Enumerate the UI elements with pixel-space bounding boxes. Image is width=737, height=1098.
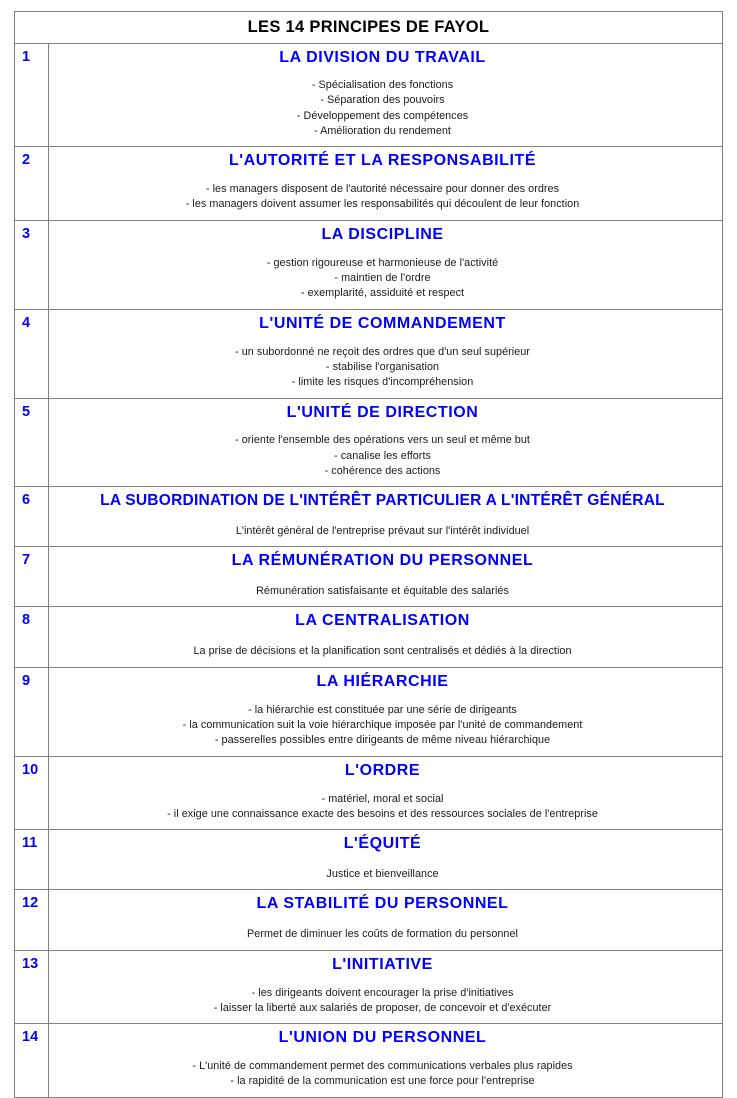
principle-title: L'UNITÉ DE COMMANDEMENT	[259, 314, 506, 332]
principle-row	[15, 950, 723, 1024]
document-title-row	[15, 12, 723, 44]
principle-content-cell	[49, 890, 723, 950]
principle-detail-item: - les managers disposent de l'autorité nécessaire pour donner des ordres	[205, 183, 560, 196]
principle-detail-list	[49, 182, 716, 213]
principle-number-cell	[15, 44, 49, 147]
principle-detail-list	[49, 524, 716, 539]
principle-title: L'ORDRE	[344, 761, 421, 779]
principle-number-cell	[15, 487, 49, 547]
principle-detail-item: - il exige une connaissance exacte des besoins et des ressources sociales de l'entreprise	[167, 807, 598, 820]
principle-content-cell	[49, 398, 723, 487]
principle-title: LA SUBORDINATION DE L'INTÉRÊT PARTICULIER A L'INTÉRÊT GÉNÉRAL	[100, 492, 665, 510]
principle-detail-list	[49, 986, 716, 1017]
principle-detail-list	[49, 703, 716, 749]
principle-row	[15, 309, 723, 398]
principle-number-cell	[15, 950, 49, 1024]
principle-number-cell	[15, 1024, 49, 1098]
principle-title: LA STABILITÉ DU PERSONNEL	[256, 895, 509, 913]
principle-title: LA HIÉRARCHIE	[316, 672, 449, 690]
principle-row	[15, 487, 723, 547]
principle-number-cell	[15, 398, 49, 487]
principle-number: 12	[22, 895, 39, 912]
principle-number: 14	[22, 1029, 39, 1046]
principle-row	[15, 147, 723, 221]
principle-detail-item: - Spécialisation des fonctions	[311, 78, 454, 91]
principle-number-cell	[15, 830, 49, 890]
principle-number-cell	[15, 220, 49, 309]
principle-content-cell	[49, 547, 723, 607]
principle-detail-item: - stabilise l'organisation	[325, 360, 440, 373]
principle-number: 9	[22, 672, 31, 689]
principle-detail-list	[49, 345, 716, 391]
principle-detail-list	[49, 78, 716, 139]
principle-title: L'INITIATIVE	[332, 955, 433, 973]
principle-detail-item: Justice et bienveillance	[326, 868, 439, 881]
principle-title: LA DISCIPLINE	[321, 225, 444, 243]
principle-row	[15, 830, 723, 890]
principle-detail-item: - la rapidité de la communication est une force pour l'entreprise	[230, 1075, 535, 1088]
principle-row	[15, 44, 723, 147]
principle-detail-item: - les dirigeants doivent encourager la prise d'initiatives	[251, 986, 514, 999]
principle-title: L'UNITÉ DE DIRECTION	[286, 403, 479, 421]
principle-detail-item: La prise de décisions et la planification sont centralisés et dédiés à la direction	[193, 645, 572, 658]
principle-detail-item: L'intérêt général de l'entreprise prévaut sur l'intérêt individuel	[235, 524, 530, 537]
principle-content-cell	[49, 830, 723, 890]
principle-number-cell	[15, 547, 49, 607]
principle-title: L'ÉQUITÉ	[343, 835, 422, 853]
principle-detail-item: - matériel, moral et social	[321, 792, 444, 805]
document-title-cell	[15, 12, 723, 44]
principle-detail-list	[49, 644, 716, 659]
principle-detail-item: - Développement des compétences	[296, 109, 469, 122]
principle-detail-list	[49, 584, 716, 599]
principle-detail-item: - L'unité de commandement permet des communications verbales plus rapides	[192, 1060, 573, 1073]
principle-number-cell	[15, 756, 49, 830]
principle-detail-item: - maintien de l'ordre	[334, 272, 431, 285]
principle-content-cell	[49, 487, 723, 547]
principle-detail-item: - la communication suit la voie hiérarchique imposée par l'unité de commandement	[182, 718, 583, 731]
principle-number-cell	[15, 147, 49, 221]
principle-number: 6	[22, 492, 31, 509]
principle-row	[15, 1024, 723, 1098]
principle-content-cell	[49, 756, 723, 830]
principle-row	[15, 547, 723, 607]
principle-row	[15, 890, 723, 950]
fayol-principles-table	[14, 11, 723, 1098]
page-title: LES 14 PRINCIPES DE FAYOL	[247, 18, 490, 36]
principle-detail-list	[49, 433, 716, 479]
principle-content-cell	[49, 607, 723, 667]
principle-detail-list	[49, 867, 716, 882]
principle-detail-item: Rémunération satisfaisante et équitable des salariés	[256, 585, 509, 598]
principle-number: 2	[22, 152, 31, 169]
principle-detail-item: - passerelles possibles entre dirigeants de même niveau hiérarchique	[214, 734, 551, 747]
principle-number-cell	[15, 309, 49, 398]
principle-content-cell	[49, 220, 723, 309]
principle-detail-item: - Séparation des pouvoirs	[320, 94, 445, 107]
principle-detail-item: - laisser la liberté aux salariés de proposer, de concevoir et d'exécuter	[213, 1001, 552, 1014]
principle-detail-item: - la hiérarchie est constituée par une série de dirigeants	[248, 703, 517, 716]
table-body	[15, 12, 723, 1098]
principle-row	[15, 607, 723, 667]
principle-number: 10	[22, 761, 39, 778]
principle-row	[15, 398, 723, 487]
principle-detail-item: - exemplarité, assiduité et respect	[300, 287, 465, 300]
principle-number: 8	[22, 612, 31, 629]
principle-title: L'AUTORITÉ ET LA RESPONSABILITÉ	[228, 152, 537, 170]
principle-detail-item: - oriente l'ensemble des opérations vers un seul et même but	[235, 434, 530, 447]
principle-content-cell	[49, 667, 723, 756]
principle-detail-item: - canalise les efforts	[334, 449, 431, 462]
principle-content-cell	[49, 147, 723, 221]
principle-row	[15, 756, 723, 830]
principle-detail-list	[49, 1059, 716, 1090]
principle-number: 7	[22, 552, 31, 569]
principle-number: 4	[22, 314, 31, 331]
principle-detail-item: - un subordonné ne reçoit des ordres que d'un seul supérieur	[235, 345, 530, 358]
principle-detail-item: Permet de diminuer les coûts de formation du personnel	[247, 928, 518, 941]
principle-number: 3	[22, 225, 31, 242]
principle-content-cell	[49, 1024, 723, 1098]
principle-detail-item: - Amélioration du rendement	[314, 124, 451, 137]
principle-number-cell	[15, 667, 49, 756]
principle-detail-list	[49, 927, 716, 942]
principle-number-cell	[15, 607, 49, 667]
principle-title: L'UNION DU PERSONNEL	[278, 1029, 487, 1047]
principle-number: 11	[22, 835, 38, 852]
principle-content-cell	[49, 44, 723, 147]
principle-detail-item: - limite les risques d'incompréhension	[291, 376, 474, 389]
principle-number-cell	[15, 890, 49, 950]
principle-number: 1	[22, 49, 31, 65]
principle-title: LA DIVISION DU TRAVAIL	[279, 49, 486, 66]
principle-number: 13	[22, 955, 39, 972]
principle-row	[15, 220, 723, 309]
principle-number: 5	[22, 403, 31, 420]
principle-detail-item: - cohérence des actions	[324, 465, 441, 478]
principle-detail-item: - gestion rigoureuse et harmonieuse de l'activité	[266, 256, 499, 269]
principle-title: LA CENTRALISATION	[295, 612, 470, 630]
principle-content-cell	[49, 950, 723, 1024]
principle-detail-list	[49, 256, 716, 302]
principle-title: LA RÉMUNÉRATION DU PERSONNEL	[231, 552, 534, 570]
principle-detail-item: - les managers doivent assumer les responsabilités qui découlent de leur fonction	[185, 198, 580, 211]
principle-row	[15, 667, 723, 756]
principle-content-cell	[49, 309, 723, 398]
principle-detail-list	[49, 792, 716, 823]
